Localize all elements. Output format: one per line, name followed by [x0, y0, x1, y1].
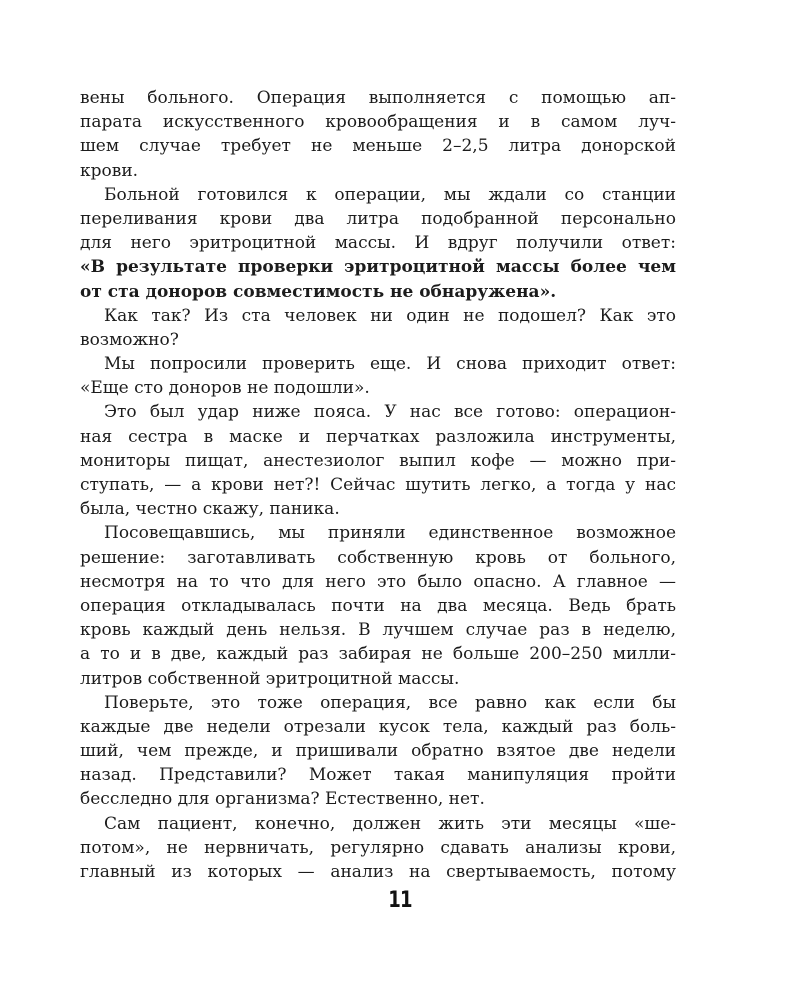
text-line: для него эритроцитной массы. И вдруг получили ответ: — [80, 233, 676, 254]
text-line: Это был удар ниже пояса. У нас все готово: операцион- — [104, 402, 676, 423]
text-line: переливания крови два литра подобранной персонально — [80, 208, 676, 229]
bold-text-line: от ста доноров совместимость не обнаружена». — [80, 281, 557, 302]
text-line: ступать, — а крови нет?! Сейчас шутить легко, а тогда у нас — [80, 475, 676, 495]
text-line: несмотря на то что для него это было опасно. А главное — — [80, 571, 676, 592]
text-line: была, честно скажу, паника. — [80, 499, 340, 520]
text-line: кровь каждый день нельзя. В лучшем случае раз в неделю, — [80, 620, 676, 641]
text-line: мониторы пищат, анестезиолог выпил кофе — можно при- — [80, 450, 676, 471]
text-line: «Еще сто доноров не подошли». — [80, 378, 370, 399]
page-body-text — [80, 86, 676, 884]
text-line: ная сестра в маске и перчатках разложила инструменты, — [80, 426, 676, 447]
text-line: а то и в две, каждый раз забирая не больше 200–250 милли- — [80, 644, 676, 665]
text-line: литров собственной эритроцитной массы. — [80, 668, 460, 689]
text-line: Поверьте, это тоже операция, все равно как если бы — [104, 692, 676, 713]
text-line: Сам пациент, конечно, должен жить эти месяцы «ше- — [104, 813, 676, 834]
bold-text-line: «В результате проверки эритроцитной массы более чем — [80, 257, 676, 278]
text-line: крови. — [80, 160, 139, 181]
text-line: Мы попросили проверить еще. И снова приходит ответ: — [104, 354, 676, 375]
text-line: Как так? Из ста человек ни один не подошел? Как это — [104, 305, 676, 326]
text-line: потом», не нервничать, регулярно сдавать анализы крови, — [80, 837, 676, 858]
text-line: главный из которых — анализ на свертываемость, потому — [80, 862, 676, 882]
text-line: бесследно для организма? Естественно, нет. — [80, 789, 485, 810]
text-line: назад. Представили? Может такая манипуляция пройти — [80, 765, 676, 786]
text-line: Больной готовился к операции, мы ждали со станции — [104, 184, 676, 205]
text-line: возможно? — [80, 329, 179, 350]
text-line: парата искусственного кровообращения и в самом луч- — [80, 112, 676, 133]
page-number: 11 — [388, 888, 412, 913]
text-line: вены больного. Операция выполняется с помощью ап- — [80, 88, 676, 108]
text-line: ший, чем прежде, и пришивали обратно взятое две недели — [80, 741, 676, 762]
text-line: решение: заготавливать собственную кровь от больного, — [80, 547, 676, 568]
text-line: шем случае требует не меньше 2–2,5 литра донорской — [80, 136, 676, 157]
text-line: Посовещавшись, мы приняли единственное возможное — [104, 523, 676, 544]
text-line: каждые две недели отрезали кусок тела, каждый раз боль- — [80, 716, 676, 737]
text-line: операция откладывалась почти на два месяца. Ведь брать — [80, 595, 676, 616]
